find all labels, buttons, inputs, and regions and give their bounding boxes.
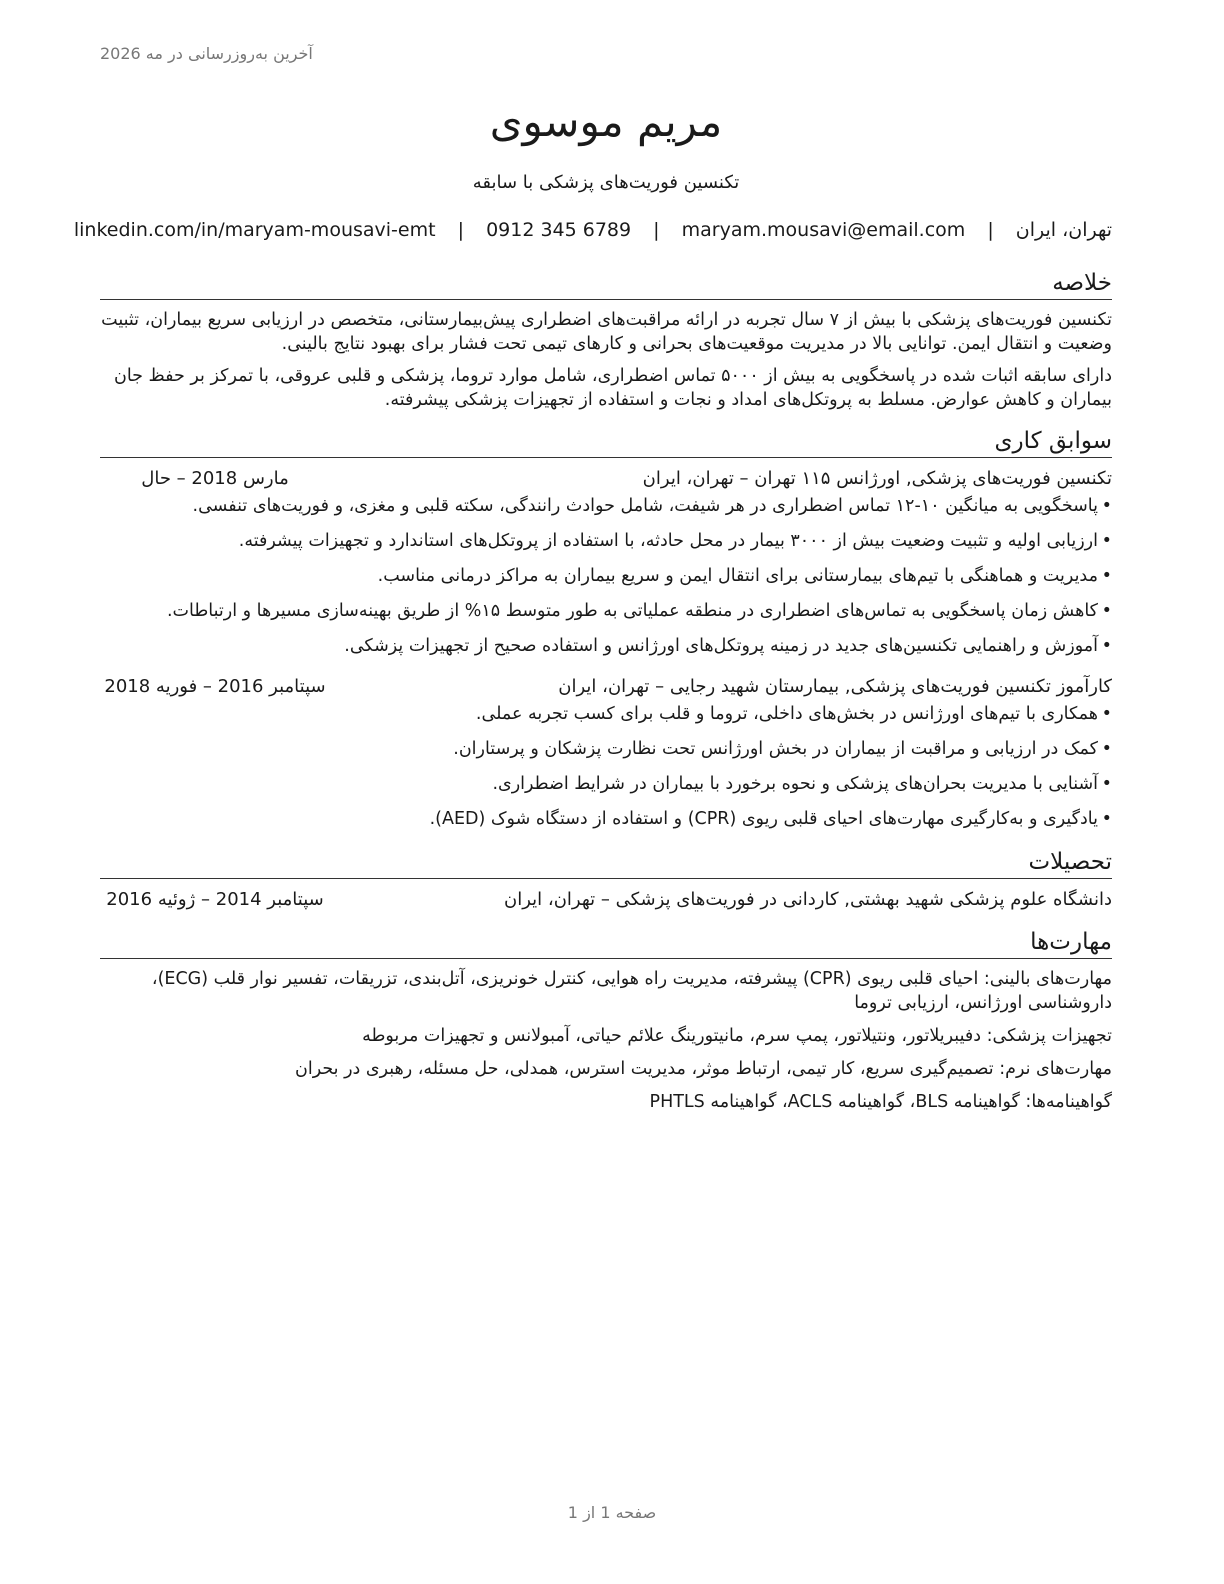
job-bullet: • پاسخگویی به میانگین ۱۰-۱۲ تماس اضطراری در هر شیفت، شامل حوادث رانندگی، سکته قلبی و مغزی، و فوریت‌های تنفسی.: [100, 494, 1112, 518]
job-dates: سپتامبر 2016 – فوریه 2018: [104, 676, 326, 697]
job-bullet: • آشنایی با مدیریت بحران‌های پزشکی و نحوه برخورد با بیماران در شرایط اضطراری.: [100, 772, 1112, 796]
job-bullet: • ارزیابی اولیه و تثبیت وضعیت بیش از ۳۰۰۰ بیمار در محل حادثه، با استفاده از پروتکل‌های استاندارد و تجهیزات پیشرفته.: [100, 529, 1112, 553]
education-heading: تحصیلات: [100, 847, 1112, 879]
education-entry: [100, 887, 1112, 913]
job-bullet: • کاهش زمان پاسخگویی به تماس‌های اضطراری در منطقه عملیاتی به طور متوسط ۱۵% از طریق بهینه‌سازی مسیرها و ارتباطات.: [100, 599, 1112, 623]
contact-location: تهران، ایران: [1015, 219, 1112, 241]
education-dates: سپتامبر 2014 – ژوئیه 2016: [106, 889, 324, 910]
contact-line: [73, 216, 1112, 244]
summary-heading: خلاصه: [100, 268, 1112, 300]
person-name: مریم موسوی: [489, 97, 723, 146]
skills-line: مهارت‌های بالینی: احیای قلبی ریوی (CPR) پیشرفته، مدیریت راه هوایی، کنترل خونریزی، آتل‌بندی، تزریقات، تفسیر نوار قلب (ECG)، داروشناسی اورژانس، ارزیابی تروما: [151, 969, 1112, 1013]
job-bullet: • یادگیری و به‌کارگیری مهارت‌های احیای قلبی ریوی (CPR) و استفاده از دستگاه شوک (AED).: [100, 807, 1112, 831]
job-dates: مارس 2018 – حال: [141, 468, 289, 489]
job-role: کارآموز تکنسین فوریت‌های پزشکی, بیمارستان شهید رجایی – تهران، ایران: [558, 676, 1112, 697]
resume-content: [73, 92, 1112, 1123]
job-role: تکنسین فوریت‌های پزشکی, اورژانس ۱۱۵ تهران – تهران، ایران: [642, 468, 1112, 489]
skills-heading: مهارت‌ها: [100, 927, 1112, 959]
job-bullet: • مدیریت و هماهنگی با تیم‌های بیمارستانی برای انتقال ایمن و سریع بیماران به مراکز درمانی مناسب.: [100, 564, 1112, 588]
job-bullet: • کمک در ارزیابی و مراقبت از بیماران در بخش اورژانس تحت نظارت پزشکان و پرستاران.: [100, 737, 1112, 761]
contact-separator: |: [457, 219, 465, 241]
contact-separator: |: [653, 219, 660, 241]
job-title: تکنسین فوریت‌های پزشکی با سابقه: [472, 172, 740, 193]
summary-paragraph: تکنسین فوریت‌های پزشکی با بیش از ۷ سال تجربه در ارائه مراقبت‌های اضطراری پیش‌بیمارستانی، متخصص در ارزیابی سریع بیماران، تثبیت وضعیت و انتقال ایمن. توانایی بالا در مدیریت موقعیت‌های بحرانی و کارهای تیمی تحت فشار برای بهبود نتایج بالینی.: [101, 310, 1112, 354]
job-bullets: [100, 702, 1112, 831]
skills-line: مهارت‌های نرم: تصمیم‌گیری سریع، کار تیمی، ارتباط موثر، مدیریت استرس، همدلی، حل مسئله، رهبری در بحران: [294, 1059, 1112, 1079]
contact-email[interactable]: maryam.mousavi@email.com: [681, 219, 966, 241]
job-header: [100, 466, 1112, 492]
skills-line: گواهینامه‌ها: گواهینامه BLS، گواهینامه ACLS، گواهینامه PHTLS: [649, 1092, 1112, 1112]
job-bullet: • همکاری با تیم‌های اورژانس در بخش‌های داخلی، تروما و قلب برای کسب تجربه عملی.: [100, 702, 1112, 726]
page-number: صفحه 1 از 1: [567, 1503, 657, 1522]
job-bullets: [100, 494, 1112, 658]
experience-heading: سوابق کاری: [100, 426, 1112, 458]
contact-phone[interactable]: 0912 345 6789: [486, 219, 632, 241]
job-bullet: • آموزش و راهنمایی تکنسین‌های جدید در زمینه پروتکل‌های اورژانس و استفاده صحیح از تجهیزات پزشکی.: [100, 634, 1112, 658]
job-header: [100, 674, 1112, 700]
summary-paragraph: دارای سابقه اثبات شده در پاسخگویی به بیش از ۵۰۰۰ تماس اضطراری، شامل موارد تروما، پزشکی و قلبی عروقی، با تمرکز بر حفظ جان بیماران و کاهش عوارض. مسلط به پروتکل‌های امداد و نجات و استفاده از تجهیزات پزشکی پیشرفته.: [113, 366, 1112, 410]
job-entry: [100, 466, 1112, 658]
skills-line: تجهیزات پزشکی: دفیبریلاتور، ونتیلاتور، پمپ سرم، مانیتورینگ علائم حیاتی، آمبولانس و تجهیزات مربوطه: [362, 1026, 1112, 1046]
contact-linkedin[interactable]: linkedin.com/in/maryam-mousavi-emt: [73, 219, 436, 241]
contact-separator: |: [987, 219, 994, 241]
job-entry: [100, 674, 1112, 831]
education-school: دانشگاه علوم پزشکی شهید بهشتی, کاردانی در فوریت‌های پزشکی – تهران، ایران: [504, 889, 1112, 910]
last-updated: آخرین به‌روزرسانی در مه 2026: [100, 44, 313, 63]
